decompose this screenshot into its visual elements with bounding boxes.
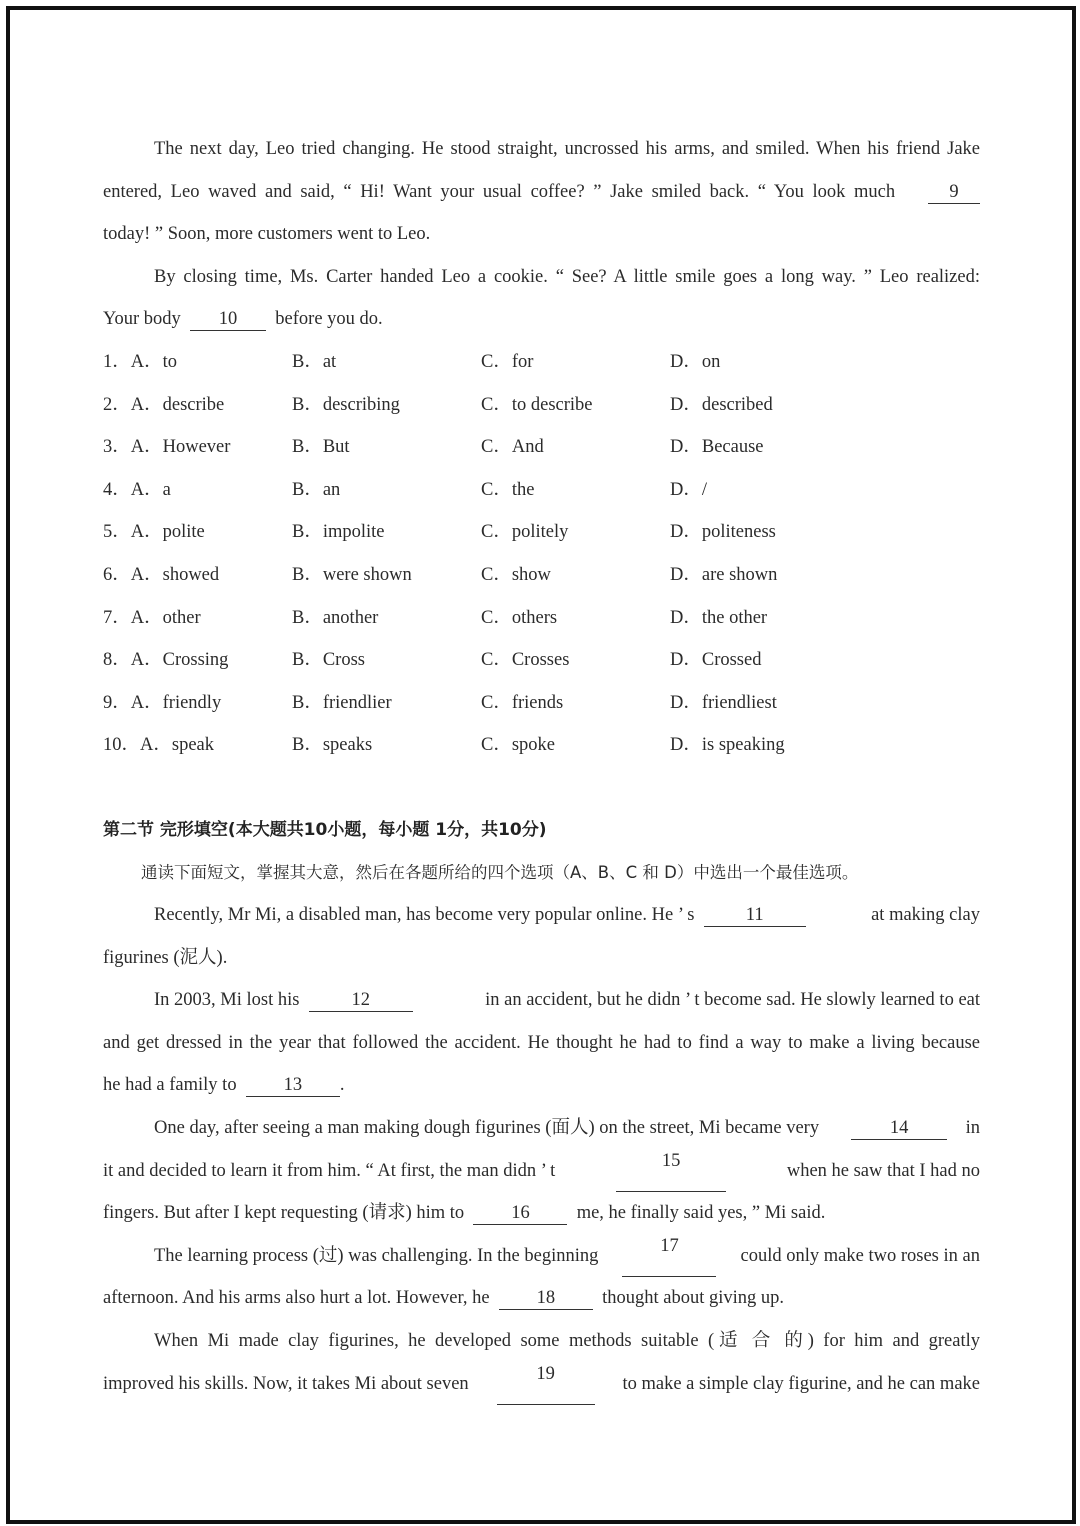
passage2-p5-line1: When Mi made clay figurines, he developed some methods suitable (适 合 的) for him and greatly [154,1331,980,1352]
document-body [103,128,980,1405]
blank-14: 14 [851,1117,947,1140]
option-d: D．are shown [670,564,778,585]
option-row [103,426,980,469]
option-c: C．spoke [481,735,556,756]
option-row [103,639,980,682]
option-d-cell [670,426,870,469]
option-d-cell [670,384,870,427]
option-d: D．described [670,394,773,415]
section2-heading: 第二节 完形填空(本大题共10小题，每小题 1分，共10分) [103,819,547,840]
option-c: C．show [481,564,551,585]
option-b-cell [292,682,481,725]
question-number: 4． [103,479,131,500]
option-b: B．speaks [292,735,373,756]
question-number: 10． [103,735,141,756]
option-row [103,469,980,512]
option-b: B．another [292,607,379,628]
option-c-cell [481,724,670,767]
option-b-cell [292,341,481,384]
option-b-cell [292,469,481,512]
option-row [103,511,980,554]
option-a: A．friendly [130,692,222,713]
blank-18: 18 [499,1287,593,1310]
passage2-p4-line1: The learning process (过) was challenging. In the beginning 17 could only make two roses in an [103,1235,980,1278]
option-a: A．a [130,479,171,500]
option-d: D．politeness [670,522,776,543]
blank-19: 19 [497,1363,595,1406]
option-b: B．describing [292,394,400,415]
option-d-cell [670,341,870,384]
option-c-cell [481,639,670,682]
option-c-cell [481,682,670,725]
options-list [103,341,980,767]
option-a: A．However [130,437,231,458]
option-c-cell [481,341,670,384]
option-d: D．Because [670,437,764,458]
option-row [103,554,980,597]
option-c: C．the [481,479,535,500]
option-a: A．speak [140,735,214,756]
passage2-p3-line1: One day, after seeing a man making dough figurines (面人) on the street, Mi became very 14 in [154,1118,980,1139]
option-d: D．Crossed [670,650,762,671]
passage2-p3-line3: fingers. But after I kept requesting (请求) him to 16 me, he finally said yes, ” Mi said. [103,1203,826,1224]
option-a: A．polite [130,522,205,543]
option-row [103,341,980,384]
option-a: A．showed [130,564,220,585]
option-b: B．friendlier [292,692,392,713]
option-c-cell [481,426,670,469]
option-row [103,682,980,725]
question-number: 9． [103,692,131,713]
question-number: 5． [103,522,131,543]
option-a-cell [103,554,292,597]
blank-15: 15 [616,1150,726,1193]
blank-17: 17 [622,1235,716,1278]
option-b-cell [292,724,481,767]
option-d: D．the other [670,607,768,628]
option-b: B．were shown [292,564,412,585]
option-b: B．at [292,351,337,372]
option-b-cell [292,554,481,597]
passage2-p4-line2: afternoon. And his arms also hurt a lot. However, he 18 thought about giving up. [103,1288,785,1309]
option-c: C．Crosses [481,650,570,671]
option-c-cell [481,511,670,554]
option-b-cell [292,384,481,427]
option-d-cell [670,597,870,640]
question-number: 8． [103,650,131,671]
option-c-cell [481,469,670,512]
option-b-cell [292,639,481,682]
option-b: B．Cross [292,650,365,671]
option-a: A．to [130,351,178,372]
option-a-cell [103,597,292,640]
blank-12: 12 [309,989,413,1012]
question-number: 3． [103,437,131,458]
option-a-cell [103,469,292,512]
passage2-p2-line1: In 2003, Mi lost his 12 in an accident, but he didn ’ t become sad. He slowly learned to eat [154,990,980,1011]
passage1-p1-line1: The next day, Leo tried changing. He stood straight, uncrossed his arms, and smiled. When his friend Jake [154,139,980,159]
passage2-p3-line2: it and decided to learn it from him. “ At first, the man didn ’ t 15 when he saw that I had no [103,1150,980,1193]
option-c: C．politely [481,522,569,543]
option-d-cell [670,682,870,725]
question-number: 2． [103,394,131,415]
option-d-cell [670,511,870,554]
passage1-p1-line2: entered, Leo waved and said, “ Hi! Want your usual coffee? ” Jake smiled back. “ You look much 9 [103,171,980,214]
option-a: A．other [130,607,201,628]
option-b-cell [292,511,481,554]
section2-instruction: 通读下面短文，掌握其大意，然后在各题所给的四个选项（A、B、C 和 D）中选出一个最佳选项。 [141,862,859,882]
blank-10: 10 [190,308,266,331]
option-a: A．Crossing [130,650,229,671]
blank-11: 11 [704,904,806,927]
blank-9: 9 [928,181,980,204]
question-number: 7． [103,607,131,628]
option-row [103,384,980,427]
passage2-p1-line2: figurines (泥人). [103,947,228,968]
option-b: B．impolite [292,522,385,543]
option-d-cell [670,724,870,767]
option-c-cell [481,554,670,597]
option-b: B．an [292,479,341,500]
passage1-p2-line2: Your body 10 before you do. [103,309,383,330]
option-a-cell [103,426,292,469]
option-a-cell [103,724,292,767]
blank-13: 13 [246,1074,340,1097]
passage1-p1-line3: today! ” Soon, more customers went to Leo. [103,224,431,245]
option-b-cell [292,426,481,469]
option-c-cell [481,384,670,427]
option-row [103,597,980,640]
option-b: B．But [292,437,350,458]
passage1-p2-line1: By closing time, Ms. Carter handed Leo a cookie. “ See? A little smile goes a long way. ” Leo realized: [154,266,980,287]
option-c-cell [481,597,670,640]
option-d-cell [670,554,870,597]
option-row [103,724,980,767]
option-a-cell [103,341,292,384]
option-d: D．/ [670,479,708,500]
passage2-p1-line1: Recently, Mr Mi, a disabled man, has become very popular online. He ’ s 11 at making clay [154,905,980,926]
option-a-cell [103,511,292,554]
question-number: 6． [103,564,131,585]
option-a: A．describe [130,394,225,415]
option-b-cell [292,597,481,640]
passage2-p2-line2: and get dressed in the year that followed the accident. He thought he had to find a way to make a living because [103,1032,980,1053]
option-a-cell [103,682,292,725]
passage2-p2-line3: he had a family to 13 . [103,1075,345,1096]
option-d: D．friendliest [670,692,777,713]
option-d: D．is speaking [670,735,785,756]
option-c: C．others [481,607,558,628]
option-a-cell [103,639,292,682]
option-c: C．for [481,351,534,372]
option-d-cell [670,639,870,682]
option-a-cell [103,384,292,427]
option-c: C．And [481,437,544,458]
question-number: 1． [103,351,131,372]
option-d: D．on [670,351,721,372]
option-c: C．to describe [481,394,593,415]
passage2-p5-line2: improved his skills. Now, it takes Mi about seven 19 to make a simple clay figurine, and he can make [103,1363,980,1406]
option-c: C．friends [481,692,564,713]
option-d-cell [670,469,870,512]
blank-16: 16 [473,1202,567,1225]
